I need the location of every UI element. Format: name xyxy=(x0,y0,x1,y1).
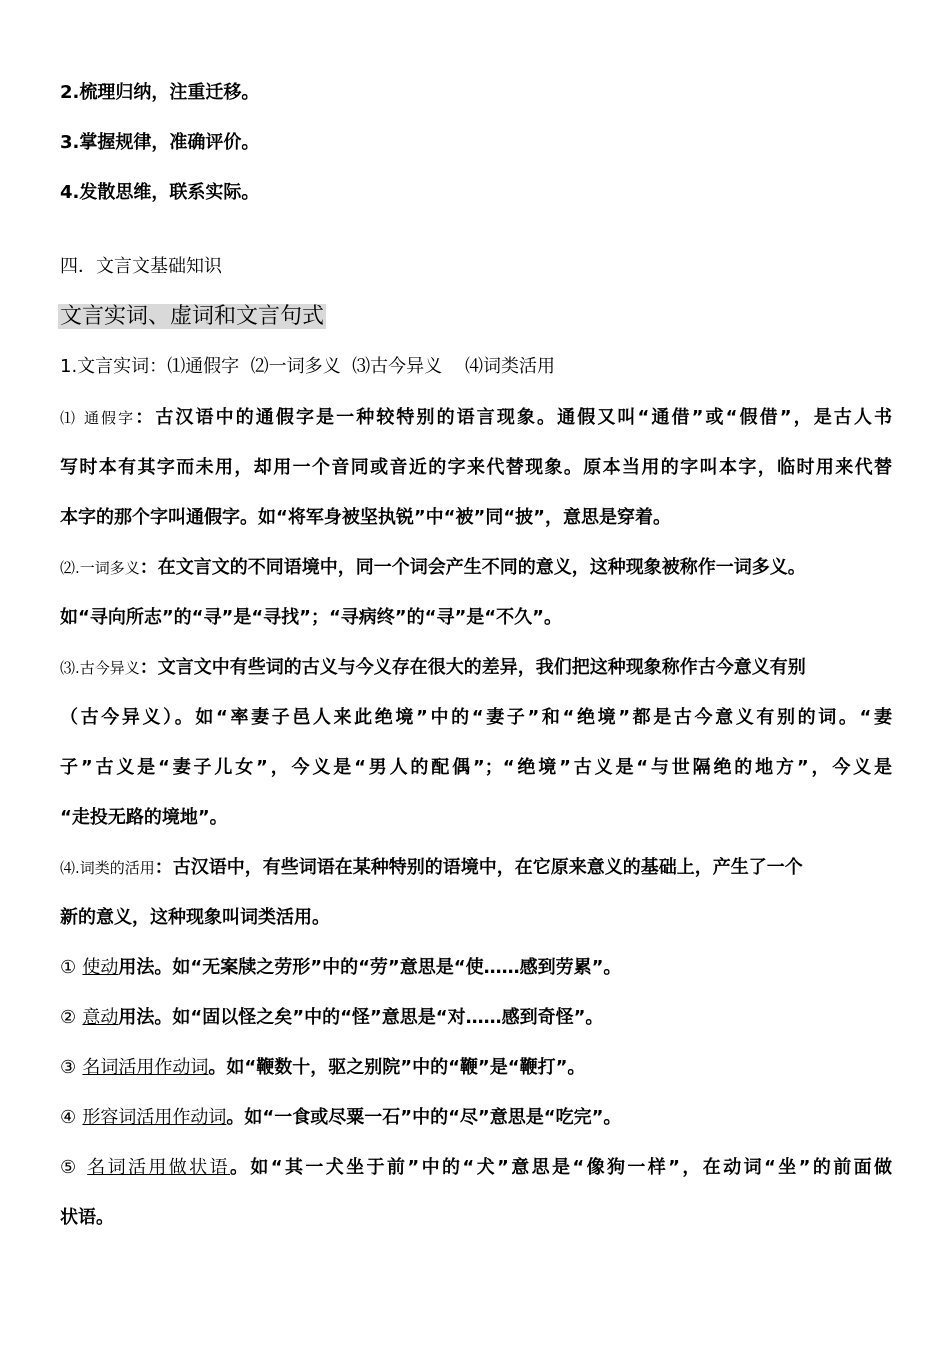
shici-item: ⑴通假字 xyxy=(167,356,240,377)
usage-term: 意动 xyxy=(82,1007,119,1028)
p2-colon: ： xyxy=(139,557,158,578)
usage-term: 名词活用作动词 xyxy=(82,1057,209,1078)
p4-label: ⑷.词类的活用 xyxy=(60,859,155,877)
usage-text: 。如“鞭数十，驱之别院”中的“鞭”是“鞭打”。 xyxy=(208,1057,586,1078)
usage-number: ① xyxy=(60,957,77,978)
usage-item xyxy=(60,1105,892,1131)
point-2: 2.梳理归纳，注重迁移。 xyxy=(60,82,260,103)
p4-text: 古汉语中，有些词语在某种特别的语境中，在它原来意义的基础上，产生了一个 xyxy=(172,857,803,878)
p3-line-3: 子”古义是“妻子儿女”，今义是“男人的配偶”；“绝境”古义是“与世隔绝的地方”，今义是 xyxy=(60,757,892,778)
usage-5-continuation: 状语。 xyxy=(60,1207,114,1228)
usage-text: 用法。如“无案牍之劳形”中的“劳”意思是“使……感到劳累”。 xyxy=(118,957,622,978)
usage-item xyxy=(60,1055,892,1081)
p2-line-1 xyxy=(60,555,892,581)
highlight-title-row xyxy=(58,302,892,332)
usage-item xyxy=(60,1005,892,1031)
p1-line-3: 本字的那个字叫通假字。如“将军身被坚执锐”中“被”同“披”，意思是穿着。 xyxy=(60,507,671,528)
shici-item: ⑷词类活用 xyxy=(464,356,555,377)
p3-label: ⑶.古今异义 xyxy=(60,659,140,677)
p4-line-2: 新的意义，这种现象叫词类活用。 xyxy=(60,907,330,928)
usage-text: 用法。如“固以怪之矣”中的“怪”意思是“对……感到奇怪”。 xyxy=(118,1007,604,1028)
usage-term: 名词活用做状语 xyxy=(87,1157,230,1178)
p4-line-1 xyxy=(60,855,892,881)
section-heading: 四．文言文基础知识 xyxy=(60,256,222,277)
p3-line-1 xyxy=(60,655,892,681)
usage-text: 。如“其一犬坐于前”中的“犬”意思是“像狗一样”，在动词“坐”的前面做 xyxy=(229,1157,892,1178)
p2-line-2: 如“寻向所志”的“寻”是“寻找”；“寻病终”的“寻”是“不久”。 xyxy=(60,607,562,628)
p1-line-2: 写时本有其字而未用，却用一个音同或音近的字来代替现象。原本当用的字叫本字，临时用来代替 xyxy=(60,457,892,478)
usage-item xyxy=(60,1155,892,1181)
usage-term: 形容词活用作动词 xyxy=(82,1107,227,1128)
p2-text: 在文言文的不同语境中，同一个词会产生不同的意义，这种现象被称作一词多义。 xyxy=(157,557,806,578)
usage-text: 。如“一食或尽粟一石”中的“尽”意思是“吃完”。 xyxy=(226,1107,622,1128)
p1-colon: ： xyxy=(135,407,156,428)
p3-text: 文言文中有些词的古义与今义存在很大的差异，我们把这种现象称作古今意义有别 xyxy=(157,657,806,678)
shici-item: ⑶古今异义 xyxy=(352,356,443,377)
shici-intro xyxy=(60,354,892,380)
usage-item xyxy=(60,955,892,981)
point-3: 3.掌握规律，准确评价。 xyxy=(60,132,260,153)
usage-number: ⑤ xyxy=(60,1157,79,1178)
p1-line-1 xyxy=(60,405,892,431)
p3-colon: ： xyxy=(139,657,158,678)
usage-number: ② xyxy=(60,1007,77,1028)
usage-number: ④ xyxy=(60,1107,77,1128)
shici-item: ⑵一词多义 xyxy=(250,356,341,377)
point-4: 4.发散思维，联系实际。 xyxy=(60,182,260,203)
p3-line-2: （古今异义）。如“率妻子邑人来此绝境”中的“妻子”和“绝境”都是古今意义有别的词。“妻 xyxy=(60,707,892,728)
p4-colon: ： xyxy=(154,857,173,878)
p1-label: ⑴ 通假字 xyxy=(60,409,136,427)
p3-line-4: “走投无路的境地”。 xyxy=(60,807,228,828)
shici-intro-lead: 1.文言实词： xyxy=(60,356,168,377)
usage-number: ③ xyxy=(60,1057,77,1078)
p1-text: 古汉语中的通假字是一种较特别的语言现象。通假又叫“通借”或“假借”，是古人书 xyxy=(155,407,892,428)
usage-term: 使动 xyxy=(82,957,119,978)
p2-label: ⑵.一词多义 xyxy=(60,559,140,577)
highlight-title: 文言实词、虚词和文言句式 xyxy=(60,304,325,329)
